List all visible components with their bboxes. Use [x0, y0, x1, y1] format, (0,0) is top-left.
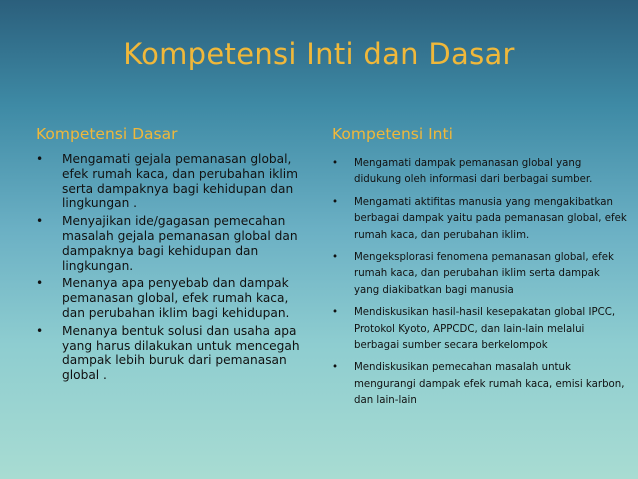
list-item-text: Mendiskusikan hasil-hasil kesepakatan global IPCC, Protokol Kyoto, APPCDC, dan lain-lain melalui berbagai sumber secara berkelompok [354, 307, 616, 352]
bullet-icon: • [332, 362, 339, 374]
list-item [36, 324, 312, 383]
slide-title: Kompetensi Inti dan Dasar [123, 37, 515, 71]
list-item-text: Mengeksplorasi fenomena pemanasan global, efek rumah kaca, dan perubahan iklim serta dampak yang diakibatkan bagi manusia [354, 252, 614, 296]
bullet-icon: • [36, 152, 44, 166]
bullet-icon: • [332, 196, 339, 208]
list-item [332, 156, 628, 189]
bullet-icon: • [36, 276, 44, 291]
list-item-text: Mengamati dampak pemanasan global yang didukung oleh informasi dari berbagai sumber. [354, 158, 593, 186]
list-item-text: Mendiskusikan pemecahan masalah untuk mengurangi dampak efek rumah kaca, emisi karbon, dan lain-lain [354, 362, 625, 407]
heading-kompetensi-inti: Kompetensi Inti [332, 125, 453, 143]
list-item [36, 214, 312, 273]
list-item [332, 250, 628, 299]
list-item [332, 195, 628, 244]
bullet-icon: • [332, 307, 339, 319]
list-item [36, 152, 312, 211]
list-item-text: Menanya bentuk solusi dan usaha apa yang harus dilakukan untuk mencegah dampak lebih buruk dari pemanasan global . [62, 323, 300, 383]
list-item-text: Menyajikan ide/gagasan pemecahan masalah gejala pemanasan global dan dampaknya bagi kehidupan dan lingkungan. [62, 214, 298, 273]
kompetensi-inti-list [332, 156, 628, 416]
bullet-icon: • [36, 323, 44, 338]
list-item-text: Mengamati gejala pemanasan global, efek rumah kaca, dan perubahan iklim serta dampaknya bagi kehidupan dan lingkungan . [62, 152, 298, 211]
list-item-text: Menanya apa penyebab dan dampak pemanasan global, efek rumah kaca, dan perubahan iklim bagi kehidupan. [62, 276, 290, 320]
bullet-icon: • [36, 214, 44, 229]
list-item [36, 276, 312, 320]
bullet-icon: • [332, 158, 339, 169]
kompetensi-dasar-list [36, 152, 312, 386]
list-item [332, 305, 628, 354]
bullet-icon: • [332, 252, 339, 264]
list-item-text: Mengamati aktifitas manusia yang mengakibatkan berbagai dampak yaitu pada pemanasan global, efek rumah kaca, dan perubahan iklim. [354, 196, 627, 241]
heading-kompetensi-dasar: Kompetensi Dasar [36, 125, 178, 143]
list-item [332, 360, 628, 409]
